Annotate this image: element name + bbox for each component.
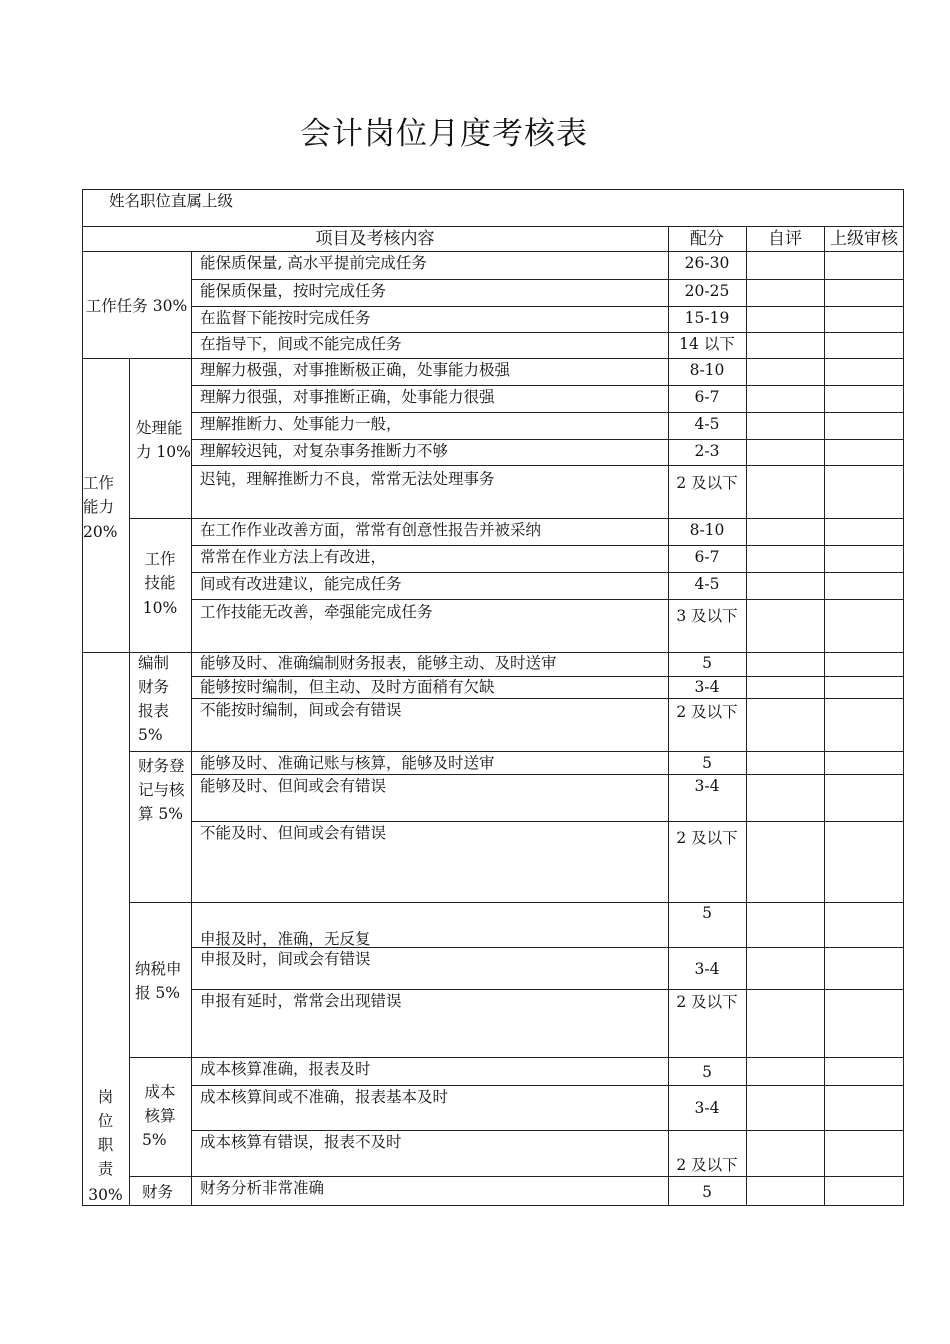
row-score: 5 — [702, 1183, 712, 1201]
row-score: 6-7 — [694, 388, 720, 406]
row-desc: 成本核算间或不准确，报表基本及时 — [200, 1088, 449, 1106]
label-line: 责 — [97, 1160, 114, 1178]
header-self-eval: 自评 — [768, 229, 802, 249]
row-score: 15-19 — [684, 309, 730, 327]
label-line: 算 5% — [138, 805, 184, 823]
label-line: 30% — [88, 1186, 123, 1204]
label-line: 报 5% — [135, 984, 181, 1002]
row-score: 8-10 — [689, 521, 725, 539]
row-score: 4-5 — [694, 415, 720, 433]
row-score: 3-4 — [694, 777, 720, 795]
row-desc: 迟钝，理解推断力不良，常常无法处理事务 — [200, 470, 495, 488]
row-desc: 理解力极强，对事推断极正确，处事能力极强 — [200, 361, 511, 379]
header-score: 配分 — [690, 229, 724, 249]
row-desc: 申报有延时，常常会出现错误 — [200, 992, 402, 1010]
label-line: 20% — [83, 523, 118, 541]
label-line: 5% — [138, 726, 163, 744]
section-label-work-task: 工作任务 30% — [85, 297, 188, 315]
row-desc: 理解力很强，对事推断正确，处事能力很强 — [200, 388, 495, 406]
row-score: 2-3 — [694, 442, 720, 460]
label-line: 编制 — [138, 654, 170, 672]
label-line: 成本 — [144, 1083, 176, 1101]
label-line: 5% — [142, 1131, 167, 1149]
row-desc: 申报及时，间或会有错误 — [200, 950, 371, 968]
row-desc: 能够按时编制，但主动、及时方面稍有欠缺 — [200, 678, 495, 696]
label-line: 工作 — [83, 474, 115, 492]
label-line: 处理能 — [136, 419, 183, 437]
row-score: 5 — [702, 1063, 712, 1081]
label-line: 10% — [142, 599, 178, 617]
label-line: 财务 — [138, 678, 170, 696]
row-desc: 能保质保量, 高水平提前完成任务 — [200, 254, 427, 272]
info-row-label: 姓名职位直属上级 — [109, 192, 234, 210]
row-score: 20-25 — [684, 282, 730, 300]
label-line: 纳税申 — [135, 960, 182, 978]
row-score: 3 及以下 — [676, 607, 738, 625]
row-desc: 不能及时、但间或会有错误 — [200, 824, 387, 842]
header-superior-review: 上级审核 — [830, 229, 898, 249]
label-line: 财务登 — [138, 757, 185, 775]
label-line: 能力 — [83, 498, 115, 516]
row-score: 8-10 — [689, 361, 725, 379]
sub-label-analysis: 财务 — [142, 1183, 174, 1201]
row-desc: 理解较迟钝，对复杂事务推断力不够 — [200, 442, 449, 460]
page-title: 会计岗位月度考核表 — [300, 116, 588, 152]
row-desc: 常常在作业方法上有改进， — [200, 548, 387, 566]
row-score: 6-7 — [694, 548, 720, 566]
row-desc: 工作技能无改善，牵强能完成任务 — [200, 603, 433, 621]
row-desc: 在工作作业改善方面，常常有创意性报告并被采纳 — [200, 521, 542, 539]
row-desc: 间或有改进建议，能完成任务 — [200, 575, 402, 593]
row-desc: 能够及时、准确编制财务报表，能够主动、及时送审 — [200, 654, 557, 672]
row-desc: 理解推断力、处事能力一般， — [200, 415, 402, 433]
label-line: 记与核 — [138, 781, 185, 799]
row-desc: 不能按时编制，间或会有错误 — [200, 701, 402, 719]
row-score: 5 — [702, 754, 712, 772]
row-desc: 财务分析非常准确 — [200, 1179, 325, 1197]
row-score: 4-5 — [694, 575, 720, 593]
row-score: 2 及以下 — [676, 474, 738, 492]
label-line: 报表 — [138, 702, 170, 720]
row-desc: 在指导下，间或不能完成任务 — [200, 335, 402, 353]
label-line: 职 — [97, 1136, 114, 1154]
row-desc: 成本核算有错误，报表不及时 — [200, 1133, 402, 1151]
label-line: 岗 — [97, 1088, 114, 1106]
row-score: 3-4 — [694, 678, 720, 696]
row-desc: 申报及时，准确，无反复 — [200, 930, 371, 948]
row-score: 3-4 — [694, 960, 720, 978]
label-line: 工作 — [144, 550, 176, 568]
row-score: 2 及以下 — [676, 829, 738, 847]
row-score: 2 及以下 — [676, 1156, 738, 1174]
row-desc: 在监督下能按时完成任务 — [200, 309, 371, 327]
row-desc: 能够及时、但间或会有错误 — [200, 777, 387, 795]
assessment-table — [82, 189, 904, 1207]
row-score: 2 及以下 — [676, 993, 738, 1011]
header-item: 项目及考核内容 — [315, 229, 435, 249]
row-score: 3-4 — [694, 1099, 720, 1117]
label-line: 位 — [97, 1112, 114, 1130]
row-desc: 能够及时、准确记账与核算，能够及时送审 — [200, 754, 495, 772]
row-score: 5 — [702, 654, 712, 672]
row-desc: 能保质保量，按时完成任务 — [200, 282, 387, 300]
row-score: 2 及以下 — [676, 703, 738, 721]
row-score: 5 — [702, 904, 712, 922]
label-line: 核算 — [144, 1107, 176, 1125]
row-score: 26-30 — [684, 254, 730, 272]
label-line: 技能 — [144, 574, 176, 592]
row-desc: 成本核算准确，报表及时 — [200, 1060, 371, 1078]
row-score: 14 以下 — [679, 335, 735, 353]
label-line: 力 10% — [136, 443, 191, 461]
